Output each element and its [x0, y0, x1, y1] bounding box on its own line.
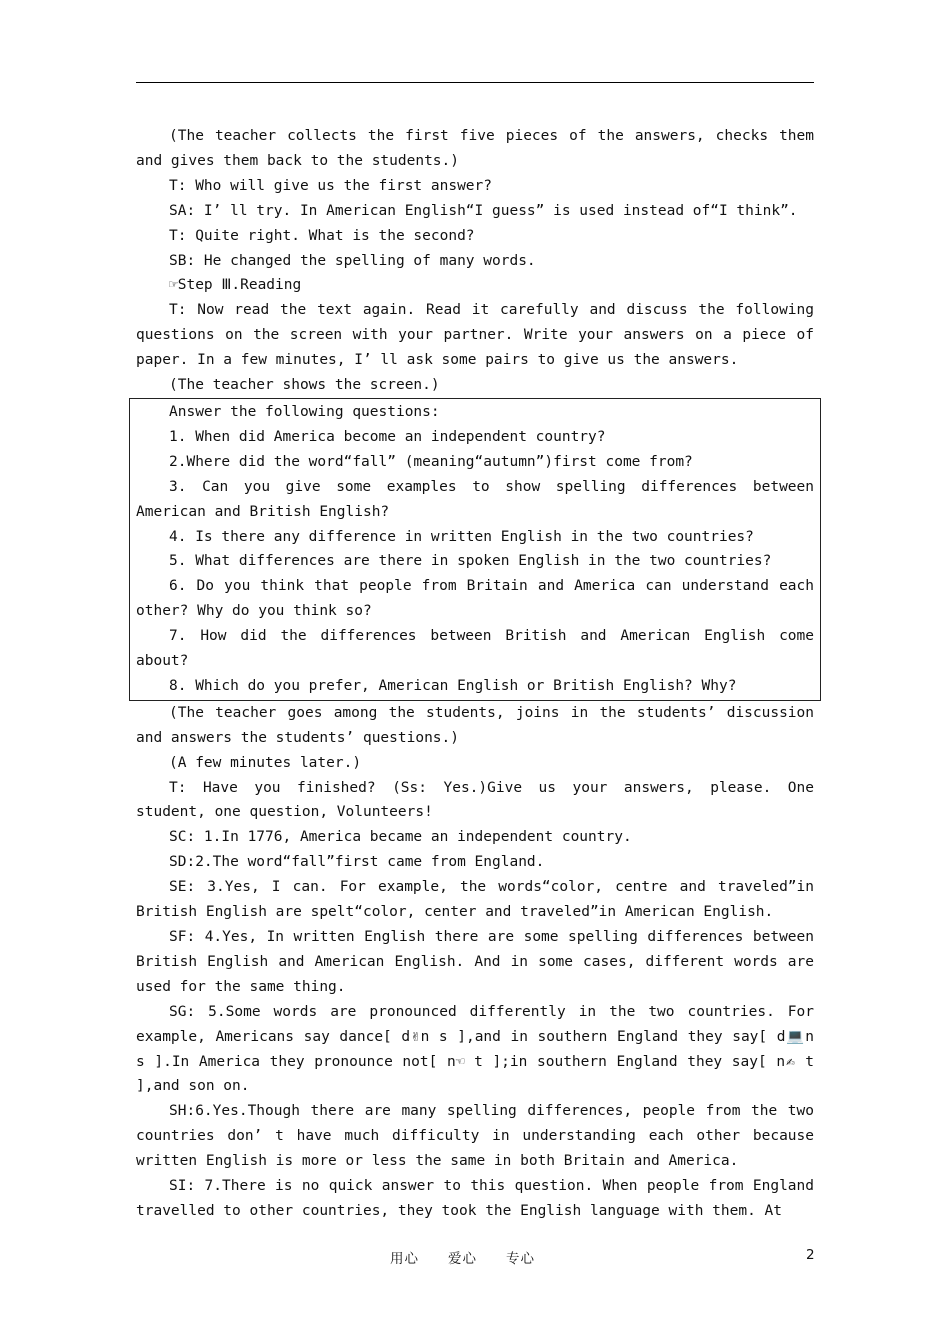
paragraph: (The teacher goes among the students, joins in the students’ discussion and answers the students’ questions.): [136, 704, 823, 746]
question-item: 5. What differences are there in spoken English in the two countries?: [169, 553, 772, 570]
page-number: 2: [806, 1247, 815, 1263]
paragraph: SI: 7.There is no quick answer to this question. When people from England travelled to other countries, they took the English language with them. At: [136, 1178, 823, 1219]
paragraph: T: Quite right. What is the second?: [169, 227, 475, 244]
question-item: 8. Which do you prefer, American English or British English? Why?: [169, 677, 737, 694]
paragraph: SE: 3.Yes, I can. For example, the words“color, centre and traveled”in British English are spelt“color, center and traveled”in American English.: [136, 879, 823, 921]
paragraph: T: Have you finished? (Ss: Yes.)Give us your answers, please. One student, one question, Volunteers!: [136, 779, 823, 821]
box-title: Answer the following questions:: [169, 403, 440, 420]
paragraph: (A few minutes later.): [169, 754, 362, 771]
questions-box: [129, 398, 821, 701]
paragraph: (The teacher collects the first five pieces of the answers, checks them and gives them back to the students.): [136, 128, 823, 169]
page-body: [136, 124, 823, 1224]
paragraph: SB: He changed the spelling of many words.: [169, 252, 536, 269]
paragraph: T: Now read the text again. Read it carefully and discuss the following questions on the screen with your partner. Write your answers on a piece of paper. In a few minutes, I’ ll ask some pairs to give us the answers.: [136, 302, 823, 369]
paragraph: SA: I’ ll try. In American English“I guess” is used instead of“I think”.: [169, 202, 798, 219]
header-rule: [136, 82, 814, 83]
paragraph: SD:2.The word“fall”first came from England.: [169, 854, 545, 871]
paragraph: T: Who will give us the first answer?: [169, 177, 493, 194]
paragraph: (The teacher shows the screen.): [169, 377, 440, 394]
step-heading: ☞Step Ⅲ.Reading: [169, 277, 302, 294]
question-item: 7. How did the differences between British and American English come about?: [136, 628, 823, 670]
question-item: 3. Can you give some examples to show spelling differences between American and British English?: [136, 478, 823, 520]
question-item: 6. Do you think that people from Britain and America can understand each other? Why do you think so?: [136, 578, 823, 620]
paragraph: SG: 5.Some words are pronounced differently in the two countries. For example, Americans say dance[ d✌n s ],and in southern England they say[ d💻n s ].In America they pronounce not[ n☜ t ];in southern England they say[ n✍ t ],and son on.: [136, 1003, 823, 1095]
paragraph: SF: 4.Yes, In written English there are some spelling differences between British English and American English. And in some cases, different words are used for the same thing.: [136, 929, 823, 995]
footer-motto: 用心 爱心 专心: [390, 1251, 535, 1267]
question-item: 1. When did America become an independent country?: [169, 428, 606, 445]
paragraph: SC: 1.In 1776, America became an independent country.: [169, 829, 632, 846]
paragraph: SH:6.Yes.Though there are many spelling differences, people from the two countries don’ t have much difficulty in understanding each other because written English is more or less the same in both Britain and America.: [136, 1103, 823, 1170]
question-item: 4. Is there any difference in written English in the two countries?: [169, 528, 754, 545]
question-item: 2.Where did the word“fall” (meaning“autumn”)first come from?: [169, 453, 693, 470]
